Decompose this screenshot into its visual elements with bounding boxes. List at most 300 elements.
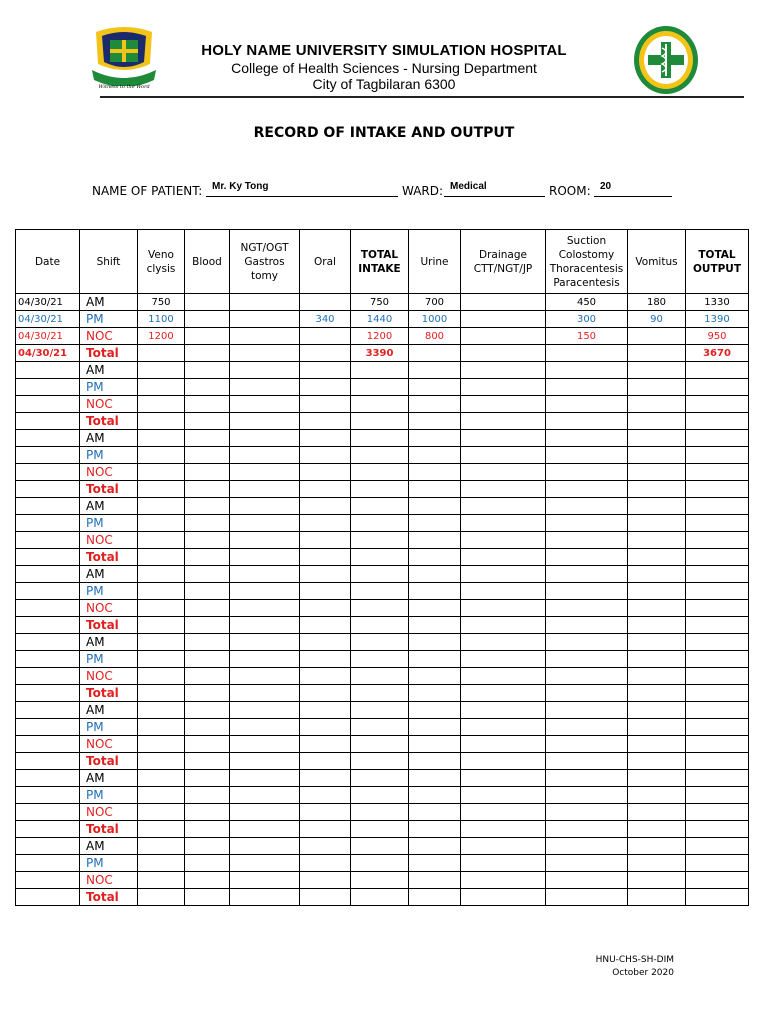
cell-value[interactable] — [351, 362, 409, 379]
cell-value[interactable] — [138, 787, 185, 804]
cell-value[interactable] — [686, 498, 749, 515]
cell-value[interactable] — [686, 855, 749, 872]
cell-value[interactable] — [686, 804, 749, 821]
cell-value[interactable] — [351, 396, 409, 413]
cell-value[interactable] — [409, 481, 461, 498]
cell-value[interactable] — [138, 634, 185, 651]
cell-value[interactable] — [300, 600, 351, 617]
cell-value[interactable] — [461, 532, 546, 549]
cell-value[interactable] — [628, 787, 686, 804]
cell-value[interactable] — [461, 498, 546, 515]
cell-value[interactable] — [461, 464, 546, 481]
cell-value[interactable] — [351, 583, 409, 600]
cell-date[interactable] — [16, 804, 80, 821]
cell-date[interactable] — [16, 651, 80, 668]
cell-value[interactable] — [546, 498, 628, 515]
cell-value[interactable] — [185, 838, 230, 855]
cell-value[interactable] — [138, 362, 185, 379]
cell-value[interactable] — [138, 515, 185, 532]
cell-value[interactable] — [185, 770, 230, 787]
cell-value[interactable] — [300, 379, 351, 396]
cell-value[interactable] — [300, 447, 351, 464]
cell-value[interactable] — [185, 821, 230, 838]
cell-value[interactable] — [409, 702, 461, 719]
cell-value[interactable] — [686, 566, 749, 583]
cell-date[interactable] — [16, 685, 80, 702]
cell-value[interactable] — [351, 549, 409, 566]
cell-value[interactable] — [686, 719, 749, 736]
cell-date[interactable] — [16, 821, 80, 838]
cell-value[interactable] — [409, 685, 461, 702]
cell-value[interactable] — [628, 872, 686, 889]
cell-value[interactable] — [461, 770, 546, 787]
cell-value[interactable] — [686, 362, 749, 379]
cell-value[interactable] — [461, 600, 546, 617]
cell-value[interactable] — [138, 804, 185, 821]
cell-date[interactable] — [16, 447, 80, 464]
cell-date[interactable] — [16, 481, 80, 498]
cell-value[interactable] — [546, 413, 628, 430]
cell-value[interactable] — [185, 685, 230, 702]
cell-value[interactable] — [230, 719, 300, 736]
cell-value[interactable] — [628, 838, 686, 855]
cell-value[interactable] — [351, 719, 409, 736]
cell-date[interactable] — [16, 532, 80, 549]
cell-value[interactable]: 3390 — [351, 345, 409, 362]
cell-value[interactable] — [461, 736, 546, 753]
cell-value[interactable] — [138, 379, 185, 396]
cell-value[interactable]: 750 — [351, 294, 409, 311]
cell-date[interactable] — [16, 787, 80, 804]
cell-value[interactable] — [546, 481, 628, 498]
cell-date[interactable] — [16, 889, 80, 906]
cell-value[interactable] — [351, 889, 409, 906]
room-field[interactable] — [594, 182, 672, 197]
cell-value[interactable] — [461, 668, 546, 685]
cell-value[interactable] — [409, 753, 461, 770]
cell-date[interactable] — [16, 583, 80, 600]
cell-value[interactable] — [546, 583, 628, 600]
cell-value[interactable] — [409, 430, 461, 447]
cell-value[interactable] — [138, 872, 185, 889]
cell-date[interactable] — [16, 600, 80, 617]
cell-value[interactable] — [351, 685, 409, 702]
cell-value[interactable] — [300, 634, 351, 651]
cell-value[interactable] — [461, 481, 546, 498]
cell-value[interactable] — [351, 430, 409, 447]
cell-value[interactable] — [138, 396, 185, 413]
cell-value[interactable] — [300, 583, 351, 600]
cell-value[interactable] — [138, 685, 185, 702]
cell-date[interactable] — [16, 464, 80, 481]
cell-value[interactable]: 1440 — [351, 311, 409, 328]
cell-value[interactable] — [300, 719, 351, 736]
cell-value[interactable] — [409, 651, 461, 668]
cell-date[interactable] — [16, 430, 80, 447]
cell-value[interactable] — [546, 430, 628, 447]
cell-value[interactable] — [409, 413, 461, 430]
cell-value[interactable] — [628, 379, 686, 396]
cell-value[interactable] — [628, 855, 686, 872]
cell-value[interactable] — [230, 430, 300, 447]
cell-value[interactable] — [185, 549, 230, 566]
cell-value[interactable] — [409, 549, 461, 566]
cell-value[interactable] — [351, 379, 409, 396]
cell-value[interactable] — [138, 702, 185, 719]
cell-value[interactable] — [230, 872, 300, 889]
cell-value[interactable] — [686, 430, 749, 447]
cell-value[interactable] — [686, 736, 749, 753]
cell-value[interactable] — [300, 549, 351, 566]
cell-value[interactable] — [185, 532, 230, 549]
cell-value[interactable]: 1200 — [138, 328, 185, 345]
ward-field[interactable] — [444, 182, 545, 197]
cell-value[interactable] — [185, 889, 230, 906]
cell-value[interactable] — [300, 787, 351, 804]
cell-value[interactable] — [185, 719, 230, 736]
cell-value[interactable] — [351, 447, 409, 464]
cell-value[interactable] — [686, 379, 749, 396]
cell-value[interactable] — [628, 804, 686, 821]
cell-value[interactable] — [185, 702, 230, 719]
cell-value[interactable] — [138, 651, 185, 668]
cell-value[interactable] — [300, 702, 351, 719]
cell-value[interactable] — [546, 532, 628, 549]
cell-value[interactable] — [409, 583, 461, 600]
cell-value[interactable] — [230, 753, 300, 770]
cell-value[interactable] — [686, 481, 749, 498]
cell-value[interactable] — [409, 447, 461, 464]
cell-value[interactable] — [409, 498, 461, 515]
cell-value[interactable] — [628, 464, 686, 481]
cell-value[interactable] — [300, 651, 351, 668]
cell-value[interactable] — [351, 464, 409, 481]
cell-value[interactable] — [461, 379, 546, 396]
cell-value[interactable] — [546, 396, 628, 413]
cell-value[interactable] — [230, 345, 300, 362]
cell-value[interactable] — [230, 685, 300, 702]
cell-value[interactable]: 1000 — [409, 311, 461, 328]
cell-value[interactable] — [300, 736, 351, 753]
cell-value[interactable] — [351, 651, 409, 668]
cell-value[interactable] — [686, 396, 749, 413]
cell-value[interactable] — [185, 600, 230, 617]
cell-value[interactable] — [300, 889, 351, 906]
cell-value[interactable] — [230, 379, 300, 396]
cell-value[interactable] — [409, 719, 461, 736]
cell-value[interactable] — [185, 753, 230, 770]
cell-value[interactable] — [628, 685, 686, 702]
cell-value[interactable] — [300, 821, 351, 838]
cell-value[interactable] — [351, 787, 409, 804]
cell-value[interactable] — [546, 651, 628, 668]
cell-date[interactable]: 04/30/21 — [16, 294, 80, 311]
cell-value[interactable] — [230, 566, 300, 583]
cell-value[interactable] — [230, 855, 300, 872]
cell-value[interactable] — [138, 413, 185, 430]
cell-date[interactable] — [16, 379, 80, 396]
cell-value[interactable] — [628, 362, 686, 379]
cell-value[interactable] — [686, 651, 749, 668]
cell-value[interactable] — [546, 617, 628, 634]
cell-value[interactable] — [409, 634, 461, 651]
cell-value[interactable] — [546, 345, 628, 362]
cell-value[interactable] — [230, 583, 300, 600]
cell-value[interactable] — [546, 719, 628, 736]
cell-value[interactable] — [138, 668, 185, 685]
cell-value[interactable] — [461, 872, 546, 889]
cell-value[interactable] — [138, 600, 185, 617]
cell-value[interactable] — [546, 447, 628, 464]
cell-value[interactable] — [546, 668, 628, 685]
cell-value[interactable] — [300, 413, 351, 430]
cell-value[interactable] — [230, 311, 300, 328]
cell-value[interactable] — [409, 532, 461, 549]
cell-value[interactable] — [409, 804, 461, 821]
cell-value[interactable] — [185, 345, 230, 362]
cell-value[interactable] — [546, 872, 628, 889]
cell-value[interactable] — [461, 345, 546, 362]
cell-date[interactable] — [16, 872, 80, 889]
cell-value[interactable]: 800 — [409, 328, 461, 345]
cell-value[interactable]: 3670 — [686, 345, 749, 362]
cell-value[interactable] — [546, 549, 628, 566]
cell-value[interactable] — [409, 617, 461, 634]
cell-value[interactable] — [230, 396, 300, 413]
cell-value[interactable] — [230, 770, 300, 787]
cell-value[interactable] — [686, 413, 749, 430]
cell-value[interactable] — [185, 481, 230, 498]
cell-value[interactable] — [628, 328, 686, 345]
cell-date[interactable] — [16, 838, 80, 855]
cell-value[interactable] — [461, 855, 546, 872]
cell-value[interactable] — [351, 702, 409, 719]
cell-value[interactable] — [138, 498, 185, 515]
cell-value[interactable] — [461, 549, 546, 566]
cell-value[interactable] — [409, 515, 461, 532]
cell-value[interactable] — [300, 294, 351, 311]
cell-value[interactable] — [686, 872, 749, 889]
cell-value[interactable] — [185, 804, 230, 821]
cell-value[interactable] — [230, 736, 300, 753]
cell-value[interactable] — [461, 583, 546, 600]
cell-value[interactable] — [351, 515, 409, 532]
cell-value[interactable] — [461, 396, 546, 413]
cell-value[interactable] — [686, 821, 749, 838]
cell-value[interactable] — [461, 685, 546, 702]
cell-value[interactable] — [628, 617, 686, 634]
cell-value[interactable] — [686, 549, 749, 566]
cell-value[interactable] — [300, 685, 351, 702]
cell-value[interactable] — [230, 294, 300, 311]
cell-value[interactable] — [351, 566, 409, 583]
cell-value[interactable] — [628, 413, 686, 430]
cell-value[interactable] — [185, 362, 230, 379]
cell-value[interactable] — [300, 532, 351, 549]
cell-value[interactable] — [138, 345, 185, 362]
cell-value[interactable] — [628, 430, 686, 447]
cell-value[interactable] — [686, 787, 749, 804]
cell-value[interactable] — [300, 872, 351, 889]
cell-value[interactable] — [461, 294, 546, 311]
cell-value[interactable] — [686, 634, 749, 651]
cell-value[interactable] — [546, 770, 628, 787]
cell-date[interactable] — [16, 668, 80, 685]
cell-date[interactable] — [16, 566, 80, 583]
cell-value[interactable] — [300, 362, 351, 379]
cell-value[interactable] — [686, 702, 749, 719]
cell-value[interactable] — [686, 600, 749, 617]
cell-value[interactable] — [230, 481, 300, 498]
cell-value[interactable] — [300, 345, 351, 362]
cell-value[interactable] — [138, 821, 185, 838]
cell-date[interactable]: 04/30/21 — [16, 345, 80, 362]
cell-value[interactable]: 1390 — [686, 311, 749, 328]
cell-value[interactable] — [546, 685, 628, 702]
cell-value[interactable] — [546, 753, 628, 770]
cell-value[interactable] — [351, 498, 409, 515]
cell-value[interactable] — [409, 821, 461, 838]
cell-date[interactable] — [16, 719, 80, 736]
cell-value[interactable] — [461, 753, 546, 770]
cell-value[interactable] — [185, 328, 230, 345]
cell-date[interactable] — [16, 736, 80, 753]
cell-value[interactable] — [300, 855, 351, 872]
cell-date[interactable] — [16, 515, 80, 532]
cell-value[interactable] — [628, 889, 686, 906]
cell-value[interactable] — [409, 838, 461, 855]
cell-value[interactable] — [461, 651, 546, 668]
cell-value[interactable] — [230, 600, 300, 617]
cell-value[interactable] — [461, 821, 546, 838]
cell-value[interactable] — [628, 651, 686, 668]
cell-value[interactable] — [546, 379, 628, 396]
cell-value[interactable] — [461, 362, 546, 379]
cell-value[interactable] — [185, 294, 230, 311]
cell-value[interactable] — [138, 583, 185, 600]
cell-value[interactable] — [185, 566, 230, 583]
cell-value[interactable] — [628, 736, 686, 753]
cell-value[interactable] — [138, 532, 185, 549]
cell-value[interactable] — [138, 447, 185, 464]
cell-value[interactable] — [686, 515, 749, 532]
cell-value[interactable] — [351, 770, 409, 787]
cell-value[interactable] — [230, 889, 300, 906]
cell-value[interactable] — [300, 668, 351, 685]
cell-date[interactable] — [16, 617, 80, 634]
cell-value[interactable] — [461, 702, 546, 719]
cell-value[interactable] — [686, 770, 749, 787]
cell-value[interactable] — [546, 804, 628, 821]
cell-value[interactable] — [461, 634, 546, 651]
cell-value[interactable] — [628, 702, 686, 719]
cell-value[interactable] — [351, 481, 409, 498]
cell-value[interactable] — [351, 413, 409, 430]
cell-value[interactable] — [546, 889, 628, 906]
cell-value[interactable] — [138, 430, 185, 447]
cell-value[interactable] — [409, 566, 461, 583]
cell-value[interactable] — [628, 770, 686, 787]
cell-value[interactable] — [300, 617, 351, 634]
cell-value[interactable] — [185, 651, 230, 668]
cell-value[interactable] — [461, 430, 546, 447]
cell-value[interactable] — [138, 481, 185, 498]
cell-value[interactable] — [628, 498, 686, 515]
cell-value[interactable] — [185, 583, 230, 600]
cell-value[interactable] — [138, 617, 185, 634]
cell-value[interactable] — [230, 804, 300, 821]
cell-value[interactable] — [628, 719, 686, 736]
cell-value[interactable] — [185, 872, 230, 889]
cell-value[interactable] — [351, 617, 409, 634]
cell-value[interactable] — [230, 447, 300, 464]
cell-value[interactable] — [686, 889, 749, 906]
cell-value[interactable] — [461, 328, 546, 345]
cell-value[interactable] — [546, 736, 628, 753]
cell-date[interactable] — [16, 702, 80, 719]
cell-value[interactable] — [138, 753, 185, 770]
cell-value[interactable] — [185, 311, 230, 328]
cell-value[interactable] — [409, 345, 461, 362]
cell-value[interactable]: 340 — [300, 311, 351, 328]
cell-value[interactable] — [546, 702, 628, 719]
cell-value[interactable] — [300, 396, 351, 413]
cell-value[interactable] — [461, 719, 546, 736]
cell-value[interactable] — [300, 804, 351, 821]
cell-value[interactable] — [138, 464, 185, 481]
cell-value[interactable] — [185, 464, 230, 481]
cell-date[interactable] — [16, 634, 80, 651]
cell-value[interactable] — [300, 770, 351, 787]
cell-value[interactable] — [546, 362, 628, 379]
cell-value[interactable] — [628, 753, 686, 770]
cell-value[interactable] — [628, 566, 686, 583]
cell-value[interactable] — [628, 821, 686, 838]
cell-value[interactable] — [409, 396, 461, 413]
cell-date[interactable] — [16, 362, 80, 379]
cell-value[interactable] — [185, 787, 230, 804]
cell-value[interactable] — [138, 838, 185, 855]
cell-value[interactable] — [138, 719, 185, 736]
cell-value[interactable] — [461, 804, 546, 821]
cell-value[interactable] — [351, 600, 409, 617]
cell-value[interactable] — [409, 668, 461, 685]
cell-date[interactable] — [16, 770, 80, 787]
cell-date[interactable] — [16, 396, 80, 413]
cell-value[interactable] — [686, 617, 749, 634]
cell-value[interactable] — [138, 770, 185, 787]
cell-value[interactable] — [546, 600, 628, 617]
cell-value[interactable] — [230, 634, 300, 651]
cell-value[interactable] — [686, 753, 749, 770]
cell-value[interactable] — [546, 464, 628, 481]
cell-value[interactable] — [546, 634, 628, 651]
cell-value[interactable] — [230, 464, 300, 481]
cell-value[interactable] — [185, 498, 230, 515]
cell-value[interactable]: 1330 — [686, 294, 749, 311]
cell-value[interactable]: 1200 — [351, 328, 409, 345]
cell-value[interactable] — [351, 838, 409, 855]
cell-value[interactable] — [461, 311, 546, 328]
cell-value[interactable] — [546, 787, 628, 804]
cell-value[interactable] — [185, 668, 230, 685]
cell-date[interactable]: 04/30/21 — [16, 328, 80, 345]
cell-value[interactable] — [138, 736, 185, 753]
cell-value[interactable] — [628, 583, 686, 600]
cell-value[interactable] — [300, 430, 351, 447]
cell-value[interactable] — [409, 736, 461, 753]
cell-date[interactable]: 04/30/21 — [16, 311, 80, 328]
